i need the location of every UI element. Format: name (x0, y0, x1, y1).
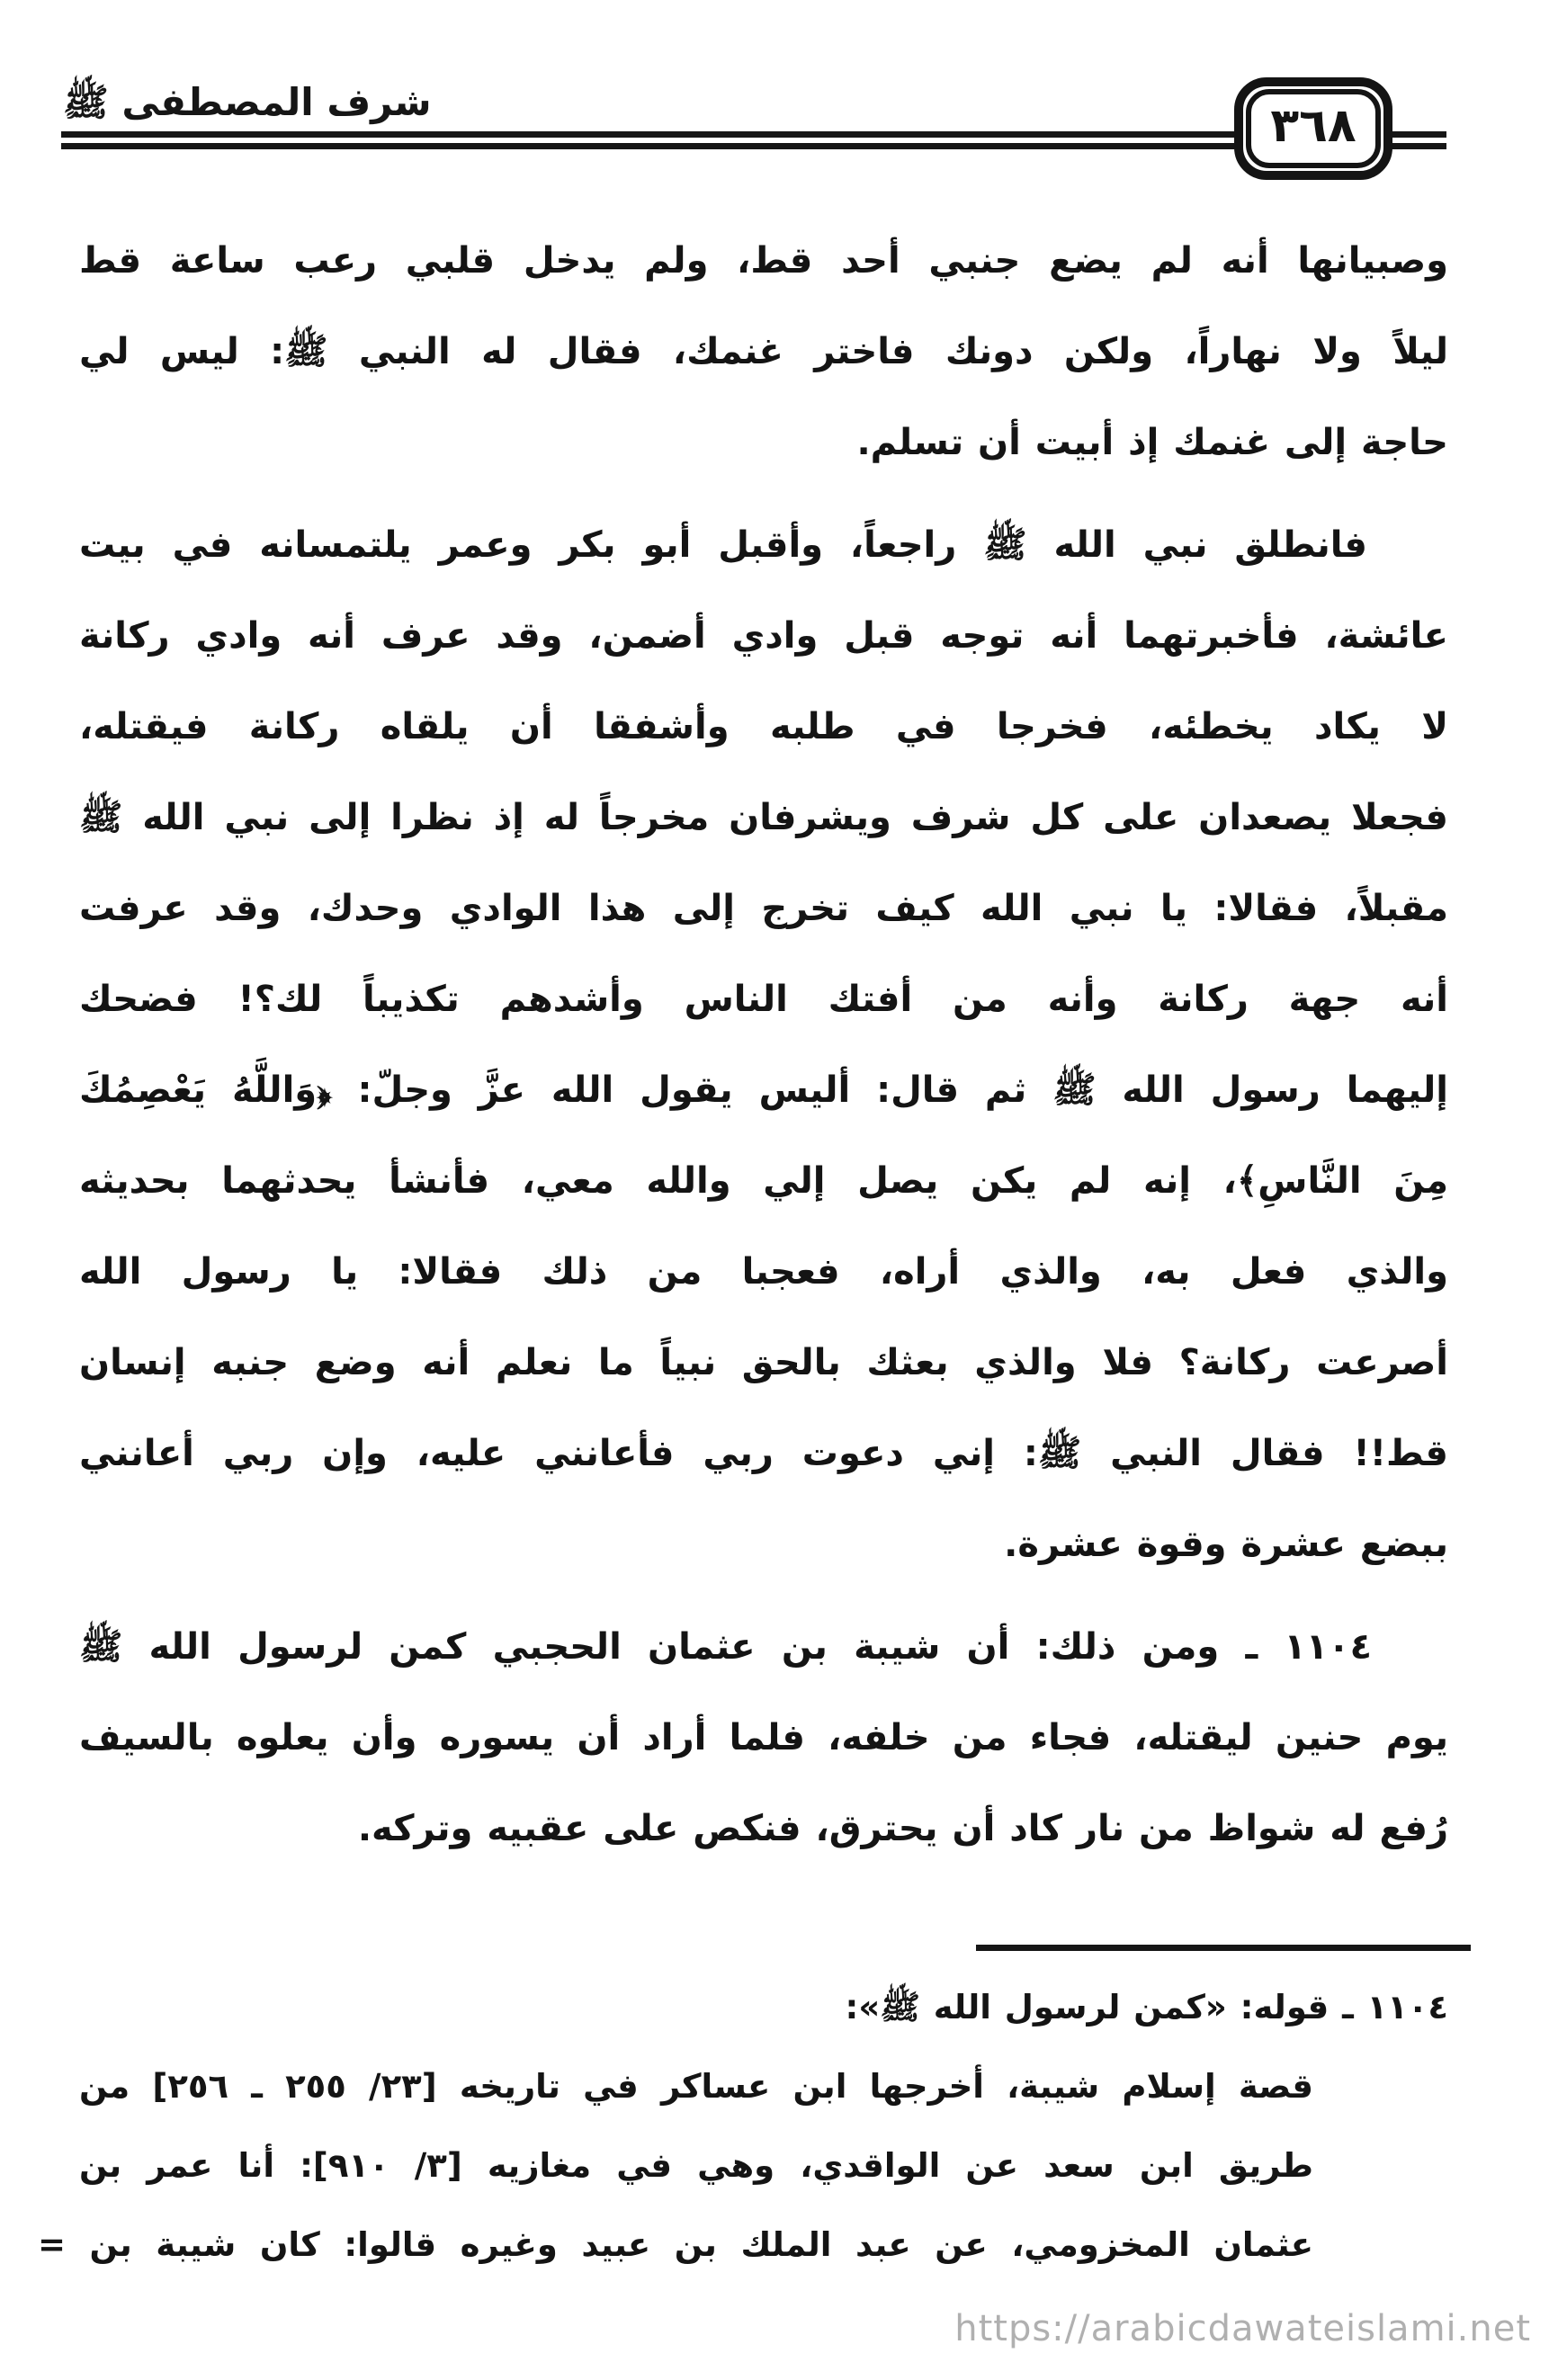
text-line: مِنَ النَّاسِ﴾، إنه لم يكن يصل إلي والله معي، فأنشأ يحدثهما بحديثه (79, 1160, 1448, 1202)
footnote-line: طريق ابن سعد عن الواقدي، وهي في مغازيه [٣/ ٩١٠]: أنا عمر بن (79, 2146, 1313, 2185)
book-title: شرف المصطفى ﷺ (63, 80, 432, 124)
paragraph (79, 1602, 1448, 1874)
paragraph (79, 216, 1448, 488)
page-number-badge-inner (1246, 89, 1381, 168)
text-line: يوم حنين ليقتله، فجاء من خلفه، فلما أراد أن يسوره وأن يعلوه بالسيف (79, 1717, 1448, 1758)
text-line: ليلاً ولا نهاراً، ولكن دونك فاختر غنمك، فقال له النبي ﷺ: ليس لي (79, 331, 1448, 372)
text-line: ١١٠٤ ـ ومن ذلك: أن شيبة بن عثمان الحجبي كمن لرسول الله ﷺ (79, 1626, 1372, 1668)
text-line: مقبلاً، فقالا: يا نبي الله كيف تخرج إلى هذا الوادي وحدك، وقد عرفت (79, 888, 1448, 929)
text-line: ببضع عشرة وقوة عشرة. (1004, 1524, 1448, 1565)
footnote-line: قصة إسلام شيبة، أخرجها ابن عساكر في تاريخه [٢٣/ ٢٥٥ ـ ٢٥٦] من (79, 2067, 1313, 2106)
text-line: أنه جهة ركانة وأنه من أفتك الناس وأشدهم تكذيباً لك؟! فضحك (79, 979, 1448, 1020)
footnote-line: عثمان المخزومي، عن عبد الملك بن عبيد وغيره قالوا: كان شيبة بن = (38, 2225, 1313, 2264)
body-text (79, 216, 1448, 1874)
text-line: قط!! فقال النبي ﷺ: إني دعوت ربي فأعانني عليه، وإن ربي أعانني (79, 1433, 1448, 1474)
text-line: حاجة إلى غنمك إذ أبيت أن تسلم. (856, 422, 1448, 463)
page-number: ٣٦٨ (1270, 99, 1356, 153)
text-line: وصبيانها أنه لم يضع جنبي أحد قط، ولم يدخل قلبي رعب ساعة قط (79, 240, 1448, 282)
footnote-separator (976, 1945, 1471, 1951)
text-line: إليهما رسول الله ﷺ ثم قال: أليس يقول الله عزَّ وجلّ: ﴿وَاللَّهُ يَعْصِمُكَ (79, 1069, 1448, 1111)
footnote-line: ١١٠٤ ـ قوله: «كمن لرسول الله ﷺ»: (845, 1988, 1448, 2027)
text-line: رُفع له شواظ من نار كاد أن يحترق، فنكص على عقبيه وتركه. (357, 1808, 1448, 1849)
watermark-url: https://arabicdawateislami.net (954, 2308, 1531, 2349)
paragraph (79, 500, 1448, 1590)
footnotes (38, 1968, 1448, 2285)
text-line: عائشة، فأخبرتهما أنه توجه قبل وادي أضمن، وقد عرف أنه وادي ركانة (79, 615, 1448, 657)
text-line: أصرعت ركانة؟ فلا والذي بعثك بالحق نبياً ما نعلم أنه وضع جنبه إنسان (79, 1342, 1448, 1383)
text-line: والذي فعل به، والذي أراه، فعجبا من ذلك فقالا: يا رسول الله (79, 1251, 1448, 1293)
text-line: فجعلا يصعدان على كل شرف ويشرفان مخرجاً له إذ نظرا إلى نبي الله ﷺ (79, 797, 1448, 838)
page-number-badge (1234, 77, 1392, 180)
text-line: لا يكاد يخطئه، فخرجا في طلبه وأشفقا أن يلقاه ركانة فيقتله، (79, 706, 1448, 747)
text-line: فانطلق نبي الله ﷺ راجعاً، وأقبل أبو بكر وعمر يلتمسانه في بيت (79, 524, 1367, 566)
